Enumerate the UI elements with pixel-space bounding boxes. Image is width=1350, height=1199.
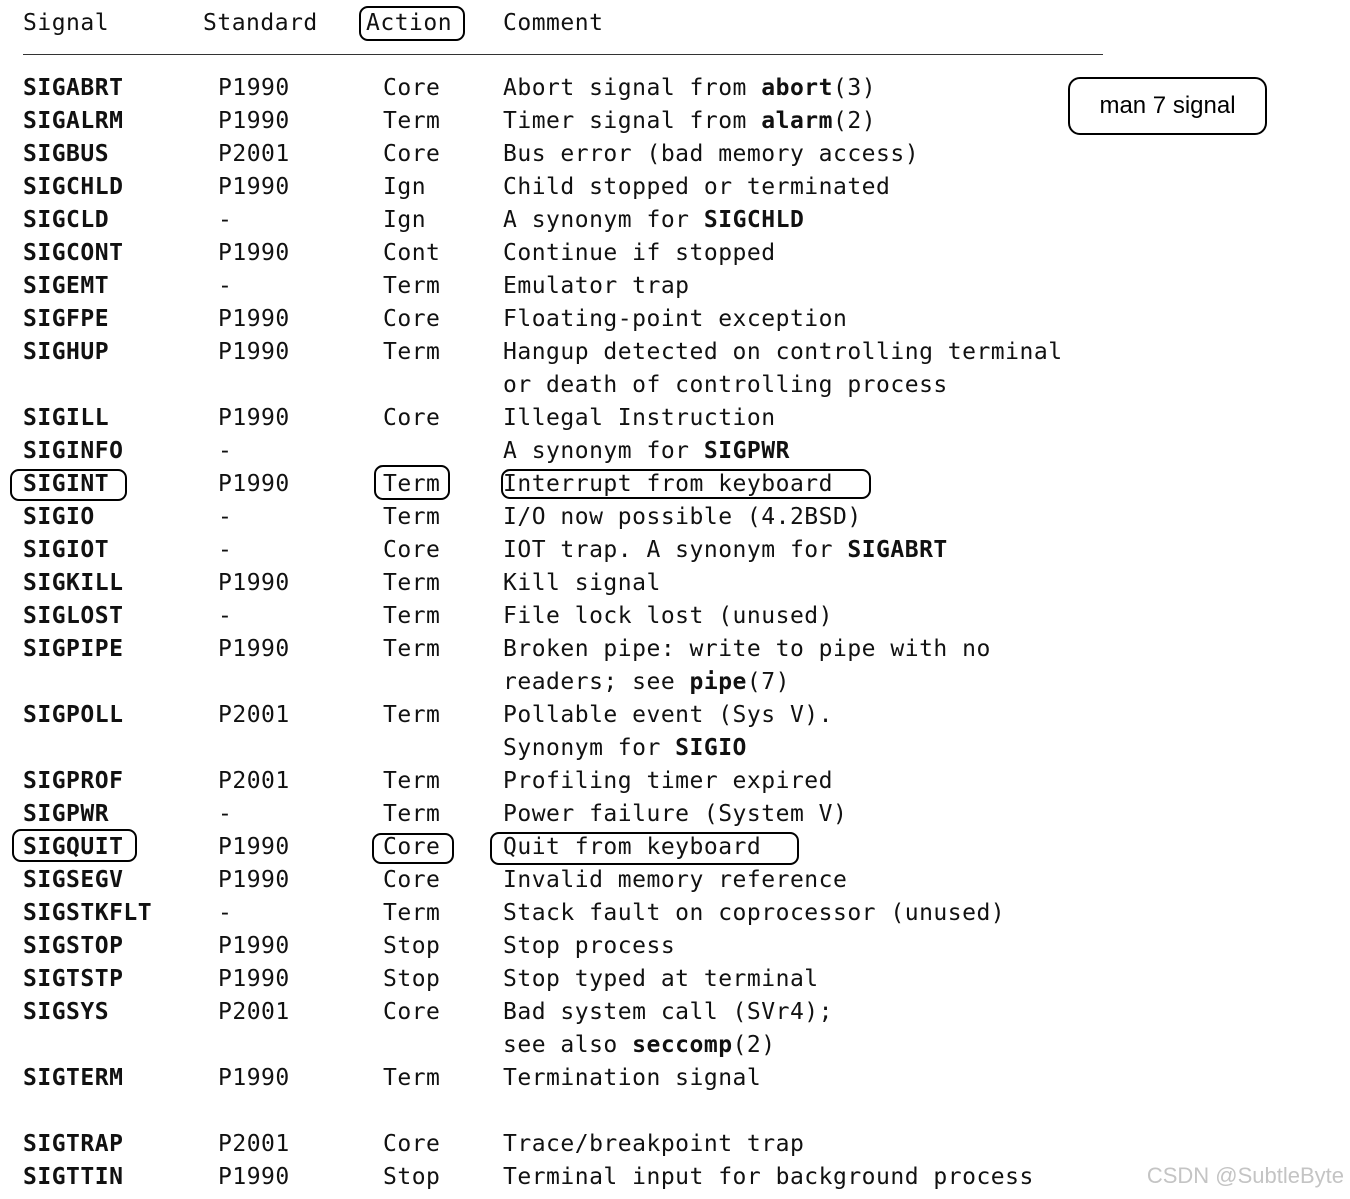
signal-cell: SIGBUS	[23, 141, 110, 167]
action-cell: Term	[383, 1065, 441, 1091]
comment-text: see also	[503, 1032, 633, 1058]
comment-text: Illegal Instruction	[503, 405, 776, 431]
table-row	[0, 1095, 1350, 1128]
comment-text: I/O now possible (4.2BSD)	[503, 504, 862, 530]
comment-text: Hangup detected on controlling terminal	[503, 339, 1063, 365]
comment-cell	[503, 864, 847, 897]
comment-cell	[503, 633, 991, 666]
signal-cell: SIGHUP	[23, 339, 110, 365]
comment-ref: SIGPWR	[703, 438, 790, 464]
comment-cell	[503, 336, 1063, 369]
standard-cell: P1990	[218, 570, 290, 596]
action-cell: Term	[383, 108, 441, 134]
action-cell: Core	[383, 537, 441, 563]
standard-cell: -	[218, 438, 233, 464]
comment-text: Child stopped or terminated	[503, 174, 891, 200]
header-signal: Signal	[23, 10, 110, 36]
standard-cell: P1990	[218, 1164, 290, 1190]
man-page-callout: man 7 signal	[1068, 77, 1267, 135]
comment-cell	[503, 402, 776, 435]
comment-text: Kill signal	[503, 570, 661, 596]
action-cell: Core	[383, 306, 441, 332]
comment-text: Power failure (System V)	[503, 801, 848, 827]
action-cell: Core	[383, 1131, 441, 1157]
comment-cell	[503, 897, 1005, 930]
table-row	[0, 1029, 1350, 1062]
comment-text: IOT trap. A synonym for	[503, 537, 848, 563]
comment-cell	[503, 765, 833, 798]
standard-cell: P1990	[218, 834, 290, 860]
table-row	[0, 105, 1350, 138]
comment-cell	[503, 963, 819, 996]
table-row	[0, 600, 1350, 633]
comment-text: (2)	[732, 1032, 776, 1058]
standard-cell: P1990	[218, 867, 290, 893]
action-cell: Term	[383, 603, 441, 629]
comment-text: (3)	[833, 75, 877, 101]
table-row	[0, 567, 1350, 600]
table-row	[0, 798, 1350, 831]
comment-cell	[503, 699, 833, 732]
comment-cell	[503, 600, 833, 633]
action-cell: Core	[383, 867, 441, 893]
signal-cell: SIGILL	[23, 405, 110, 431]
comment-cell	[503, 1161, 1034, 1194]
comment-cell	[503, 930, 675, 963]
comment-cell	[503, 204, 804, 237]
action-cell: Stop	[383, 1164, 441, 1190]
header-comment: Comment	[503, 10, 604, 36]
signal-cell: SIGTTIN	[23, 1164, 124, 1190]
standard-cell: P1990	[218, 339, 290, 365]
comment-text: or death of controlling process	[503, 372, 948, 398]
comment-cell	[503, 567, 661, 600]
comment-text: Continue if stopped	[503, 240, 776, 266]
comment-cell	[503, 798, 847, 831]
comment-text: readers; see	[503, 669, 690, 695]
action-cell: Term	[383, 570, 441, 596]
standard-cell: P1990	[218, 174, 290, 200]
comment-text: File lock lost (unused)	[503, 603, 833, 629]
standard-cell: P1990	[218, 636, 290, 662]
comment-cell	[503, 1062, 761, 1095]
standard-cell: P1990	[218, 471, 290, 497]
standard-cell: P1990	[218, 306, 290, 332]
comment-text: Floating-point exception	[503, 306, 848, 332]
comment-ref: pipe	[689, 669, 747, 695]
table-row	[0, 996, 1350, 1029]
action-cell: Ign	[383, 207, 427, 233]
signal-cell: SIGTRAP	[23, 1131, 124, 1157]
signal-cell: SIGIO	[23, 504, 95, 530]
action-cell: Term	[383, 768, 441, 794]
signal-cell: SIGCONT	[23, 240, 124, 266]
standard-cell: P1990	[218, 405, 290, 431]
signal-cell: SIGABRT	[23, 75, 124, 101]
comment-ref: SIGCHLD	[703, 207, 805, 233]
signal-cell: SIGPWR	[23, 801, 110, 827]
signal-cell: SIGINFO	[23, 438, 124, 464]
comment-ref: SIGIO	[675, 735, 747, 761]
comment-cell	[503, 435, 790, 468]
comment-cell	[503, 831, 761, 864]
comment-text: Synonym for	[503, 735, 676, 761]
action-cell: Term	[383, 471, 441, 497]
table-row	[0, 699, 1350, 732]
table-row	[0, 831, 1350, 864]
comment-cell	[503, 1029, 776, 1062]
signal-cell: SIGFPE	[23, 306, 110, 332]
signal-cell: SIGSTOP	[23, 933, 124, 959]
standard-cell: P2001	[218, 999, 290, 1025]
comment-cell	[503, 105, 876, 138]
signal-cell: SIGKILL	[23, 570, 124, 596]
signal-cell: SIGEMT	[23, 273, 110, 299]
comment-cell	[503, 171, 890, 204]
comment-cell	[503, 534, 948, 567]
comment-text: A synonym for	[503, 207, 704, 233]
table-row	[0, 765, 1350, 798]
standard-cell: P2001	[218, 141, 290, 167]
comment-text: Invalid memory reference	[503, 867, 848, 893]
table-row	[0, 369, 1350, 402]
watermark: CSDN @SubtleByte	[1146, 1163, 1344, 1188]
action-cell: Term	[383, 702, 441, 728]
comment-cell	[503, 468, 833, 501]
standard-cell: -	[218, 273, 233, 299]
comment-text: Stop process	[503, 933, 676, 959]
table-row	[0, 930, 1350, 963]
comment-text: Stop typed at terminal	[503, 966, 819, 992]
comment-text: (7)	[746, 669, 790, 695]
table-row	[0, 72, 1350, 105]
action-cell: Term	[383, 636, 441, 662]
table-row	[0, 501, 1350, 534]
table-row	[0, 270, 1350, 303]
table-row	[0, 402, 1350, 435]
table-row	[0, 963, 1350, 996]
comment-text: Quit from keyboard	[503, 834, 762, 860]
standard-cell: P1990	[218, 933, 290, 959]
comment-text: Stack fault on coprocessor (unused)	[503, 900, 1006, 926]
signal-cell: SIGALRM	[23, 108, 124, 134]
table-row	[0, 1128, 1350, 1161]
action-cell: Core	[383, 405, 441, 431]
comment-text: Terminal input for background process	[503, 1164, 1034, 1190]
standard-cell: -	[218, 537, 233, 563]
standard-cell: P1990	[218, 75, 290, 101]
table-row	[0, 1062, 1350, 1095]
comment-text: Termination signal	[503, 1065, 762, 1091]
standard-cell: -	[218, 801, 233, 827]
header-action: Action	[366, 10, 453, 36]
signal-cell: SIGSEGV	[23, 867, 124, 893]
comment-cell	[503, 369, 948, 402]
table-row	[0, 732, 1350, 765]
comment-cell	[503, 72, 876, 105]
comment-text: (2)	[833, 108, 877, 134]
standard-cell: -	[218, 504, 233, 530]
signal-cell: SIGCLD	[23, 207, 110, 233]
header-divider	[23, 54, 1103, 55]
standard-cell: P2001	[218, 768, 290, 794]
table-row	[0, 171, 1350, 204]
table-row	[0, 468, 1350, 501]
standard-cell: P2001	[218, 702, 290, 728]
header-standard: Standard	[203, 10, 318, 36]
table-row	[0, 336, 1350, 369]
signal-cell: SIGSYS	[23, 999, 110, 1025]
comment-text: A synonym for	[503, 438, 704, 464]
comment-text: Emulator trap	[503, 273, 690, 299]
comment-cell	[503, 270, 690, 303]
comment-cell	[503, 501, 862, 534]
comment-ref: seccomp	[632, 1032, 733, 1058]
comment-text: Pollable event (Sys V).	[503, 702, 833, 728]
signal-cell: SIGPOLL	[23, 702, 124, 728]
signal-cell: SIGPROF	[23, 768, 124, 794]
comment-ref: alarm	[761, 108, 833, 134]
table-row	[0, 204, 1350, 237]
comment-text: Broken pipe: write to pipe with no	[503, 636, 991, 662]
comment-text: Profiling timer expired	[503, 768, 833, 794]
standard-cell: -	[218, 207, 233, 233]
comment-text: Trace/breakpoint trap	[503, 1131, 805, 1157]
signal-cell: SIGQUIT	[23, 834, 124, 860]
comment-cell	[503, 303, 847, 336]
table-row	[0, 864, 1350, 897]
signal-cell: SIGLOST	[23, 603, 124, 629]
table-row	[0, 138, 1350, 171]
standard-cell: P1990	[218, 1065, 290, 1091]
table-row	[0, 237, 1350, 270]
action-cell: Term	[383, 339, 441, 365]
table-row	[0, 435, 1350, 468]
signal-cell: SIGINT	[23, 471, 110, 497]
comment-text: Abort signal from	[503, 75, 762, 101]
table-row	[0, 303, 1350, 336]
action-cell: Term	[383, 900, 441, 926]
comment-cell	[503, 1128, 804, 1161]
action-cell: Core	[383, 834, 441, 860]
standard-cell: P1990	[218, 966, 290, 992]
table-row	[0, 897, 1350, 930]
signal-cell: SIGSTKFLT	[23, 900, 153, 926]
action-cell: Term	[383, 273, 441, 299]
action-cell: Core	[383, 75, 441, 101]
comment-text: Interrupt from keyboard	[503, 471, 833, 497]
signal-cell: SIGIOT	[23, 537, 110, 563]
signal-cell: SIGPIPE	[23, 636, 124, 662]
comment-cell	[503, 138, 919, 171]
comment-ref: abort	[761, 75, 833, 101]
comment-cell	[503, 237, 776, 270]
table-row	[0, 666, 1350, 699]
action-cell: Core	[383, 141, 441, 167]
action-cell: Cont	[383, 240, 441, 266]
signal-cell: SIGCHLD	[23, 174, 124, 200]
standard-cell: -	[218, 603, 233, 629]
comment-text: Timer signal from	[503, 108, 762, 134]
standard-cell: -	[218, 900, 233, 926]
table-row	[0, 633, 1350, 666]
standard-cell: P1990	[218, 108, 290, 134]
action-cell: Stop	[383, 966, 441, 992]
table-header	[0, 0, 1350, 60]
action-cell: Term	[383, 504, 441, 530]
action-cell: Term	[383, 801, 441, 827]
action-cell: Core	[383, 999, 441, 1025]
comment-text: Bad system call (SVr4);	[503, 999, 833, 1025]
comment-text: Bus error (bad memory access)	[503, 141, 920, 167]
comment-cell	[503, 666, 790, 699]
comment-cell	[503, 996, 833, 1029]
comment-ref: SIGABRT	[847, 537, 948, 563]
action-cell: Ign	[383, 174, 427, 200]
standard-cell: P1990	[218, 240, 290, 266]
table-row	[0, 534, 1350, 567]
signal-cell: SIGTERM	[23, 1065, 124, 1091]
comment-cell	[503, 732, 747, 765]
action-cell: Stop	[383, 933, 441, 959]
standard-cell: P2001	[218, 1131, 290, 1157]
signal-cell: SIGTSTP	[23, 966, 124, 992]
